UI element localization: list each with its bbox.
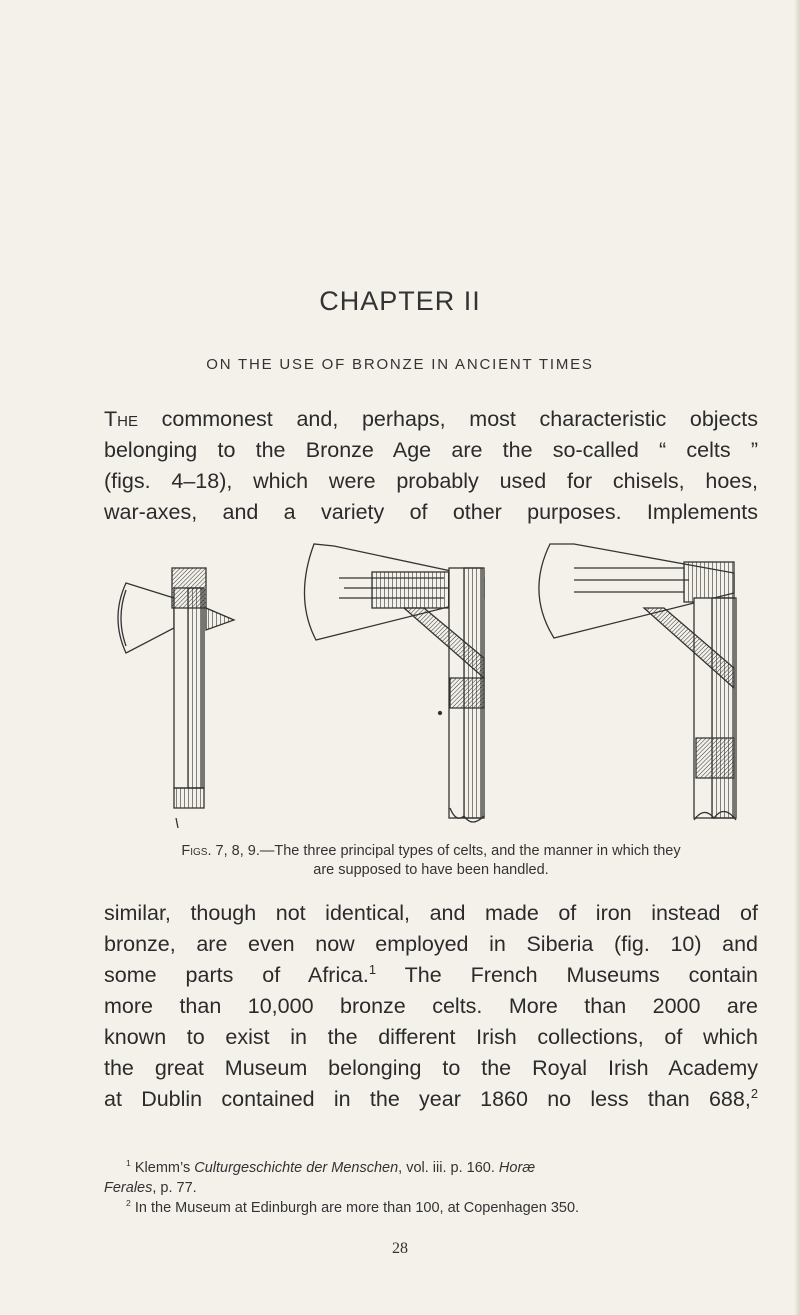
footnote-ref: 1 [368, 961, 377, 977]
footnote-title: Ferales [104, 1180, 153, 1196]
celt-figure-7 [118, 568, 234, 828]
footnote-title: Culturgeschichte der Menschen [194, 1160, 399, 1176]
text-fragment: The French Museums contain [376, 963, 759, 987]
text-fragment: commonest and, perhaps, most characteristic objects [137, 407, 758, 431]
footnote-1-continued [104, 1178, 758, 1198]
text-line: the great Museum belonging to the Royal Irish Academy [104, 1056, 758, 1080]
text-line: known to exist in the different Irish collections, of which [104, 1025, 758, 1049]
footnote-title: Horæ [498, 1160, 536, 1176]
celts-illustration [104, 538, 758, 838]
page-edge-shadow [794, 0, 800, 1315]
celt-figure-9 [539, 544, 736, 820]
caption-text: 7, 8, 9.—The three principal types of celts, and the manner in which they [211, 843, 681, 859]
footnote-1 [104, 1158, 758, 1178]
page-number: 28 [392, 1240, 408, 1257]
footnote-text: , vol. iii. p. 160. [398, 1160, 499, 1176]
footnote-text: , p. 77. [152, 1180, 197, 1196]
footnote-text: Klemm’s [130, 1160, 195, 1176]
text-line [104, 960, 758, 991]
chapter-subtitle: ON THE USE OF BRONZE IN ANCIENT TIMES [206, 356, 594, 373]
footnote-marker: 1 [126, 1158, 131, 1169]
text-line [104, 404, 758, 435]
text-fragment: at Dublin contained in the year 1860 no less than 688, [104, 1087, 751, 1111]
text-line: more than 10,000 bronze celts. More than 2000 are [104, 994, 758, 1018]
celt-figure-8 [304, 544, 484, 822]
text-line: bronze, are even now employed in Siberia (fig. 10) and [104, 932, 758, 956]
text-fragment: some parts of Africa. [104, 963, 369, 987]
text-line: (figs. 4–18), which were probably used for chisels, hoes, [104, 469, 758, 493]
text-line: belonging to the Bronze Age are the so-called “ celts ” [104, 438, 758, 462]
footnote-marker: 2 [126, 1198, 131, 1209]
footnote-ref: 2 [750, 1085, 758, 1101]
caption-lead: Figs. [181, 843, 212, 859]
text-line: war-axes, and a variety of other purposes. Implements [104, 500, 758, 524]
footnotes [104, 1158, 758, 1218]
lead-word: The [104, 407, 138, 431]
text-line [104, 1084, 758, 1115]
chapter-title: CHAPTER II [319, 286, 481, 316]
text-line: similar, though not identical, and made of iron instead of [104, 901, 758, 925]
caption-text: are supposed to have been handled. [313, 862, 549, 878]
figure-caption [104, 842, 758, 880]
paragraph-continued [104, 898, 758, 1115]
footnote-text: In the Museum at Edinburgh are more than 100, at Copenhagen 350. [130, 1200, 580, 1216]
footnote-2 [104, 1198, 758, 1218]
paragraph-intro [104, 404, 758, 528]
